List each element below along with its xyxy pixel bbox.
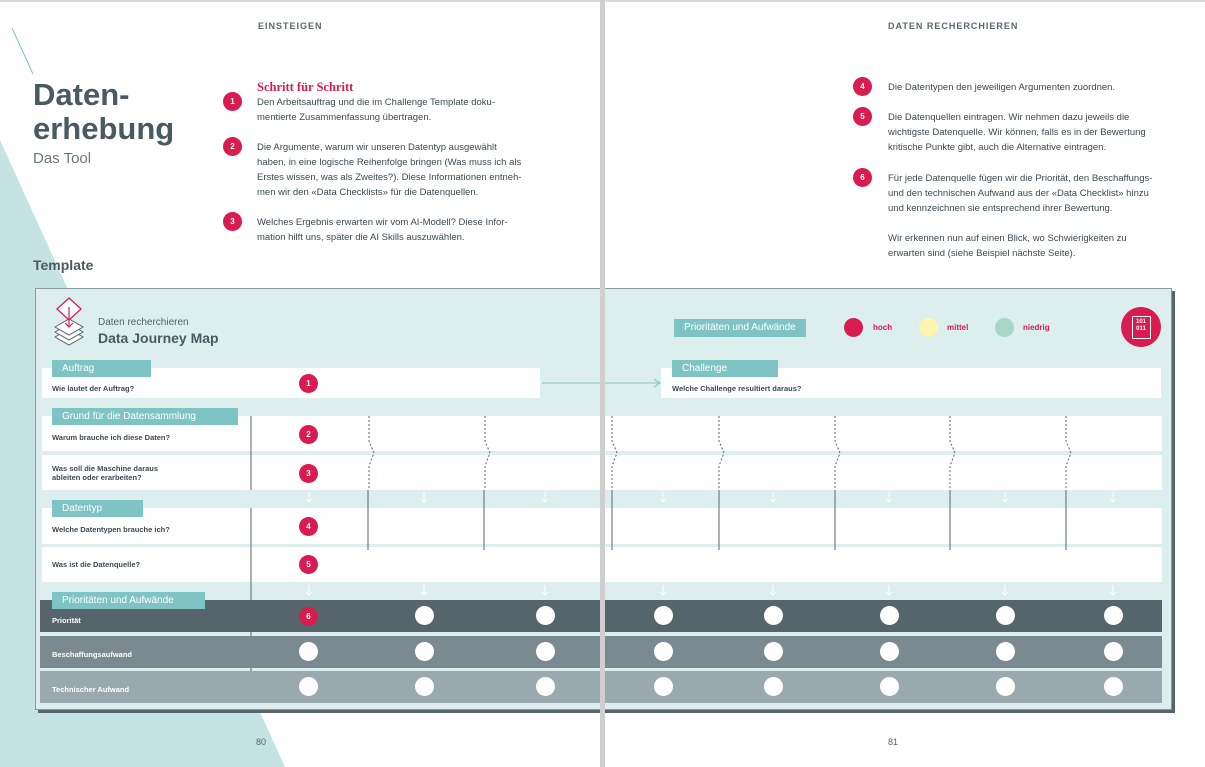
rating-circle[interactable] xyxy=(536,677,555,696)
question-datentypen: Welche Datentypen brauche ich? xyxy=(52,525,170,534)
step-badge-1: 1 xyxy=(223,92,242,111)
rating-circle[interactable] xyxy=(1104,606,1123,625)
step-text-5: Die Datenquellen eintragen. Wir nehmen dazu jeweils die wichtigste Datenquelle. Wir können, falls es in der Bewertung kritische Punkte gibt, auch die Alternative eintragen. xyxy=(888,112,1146,153)
question-warum: Warum brauche ich diese Daten? xyxy=(52,433,171,442)
section-tag-prio: Prioritäten und Aufwände xyxy=(52,592,205,609)
page-subtitle: Das Tool xyxy=(33,150,92,167)
map-badge-3: 3 xyxy=(299,464,318,483)
rating-circle[interactable] xyxy=(654,642,673,661)
step-badge-3: 3 xyxy=(223,212,242,231)
question-challenge: Welche Challenge resultiert daraus? xyxy=(672,384,802,393)
left-page-header: EINSTEIGEN xyxy=(258,21,323,31)
rating-circle[interactable] xyxy=(764,642,783,661)
section-tag-auftrag: Auftrag xyxy=(52,360,151,377)
rating-circle[interactable] xyxy=(299,642,318,661)
binary-file-icon: 101 011 xyxy=(1121,307,1161,347)
rating-circle[interactable] xyxy=(880,606,899,625)
legend-text-mittel: mittel xyxy=(947,323,969,332)
step-badge-4: 4 xyxy=(853,77,872,96)
rating-circle[interactable] xyxy=(415,606,434,625)
step-badge-2: 2 xyxy=(223,137,242,156)
rating-circle[interactable] xyxy=(764,606,783,625)
rating-circle[interactable] xyxy=(654,606,673,625)
section-tag-datentyp: Datentyp xyxy=(52,500,143,517)
rating-circle[interactable] xyxy=(1104,642,1123,661)
question-maschine: Was soll die Maschine daraus ableiten oder erarbeiten? xyxy=(52,464,159,482)
closing-text: Wir erkennen nun auf einen Blick, wo Schwierigkeiten zu erwarten sind (siehe Beispiel nächste Seite). xyxy=(888,233,1127,259)
legend-label: Prioritäten und Aufwände xyxy=(674,319,806,337)
rating-circle[interactable] xyxy=(996,606,1015,625)
step-badge-5: 5 xyxy=(853,107,872,126)
section-tag-grund: Grund für die Datensammlung xyxy=(52,408,238,425)
page-number-right: 81 xyxy=(888,737,899,747)
map-badge-1: 1 xyxy=(299,374,318,393)
map-badge-2: 2 xyxy=(299,425,318,444)
rating-circle[interactable] xyxy=(654,677,673,696)
rating-circle[interactable] xyxy=(299,677,318,696)
question-datenquelle: Was ist die Datenquelle? xyxy=(52,560,141,569)
section-tag-challenge: Challenge xyxy=(672,360,778,377)
page-number-left: 80 xyxy=(256,737,267,747)
rating-circle[interactable] xyxy=(415,677,434,696)
rating-circle[interactable] xyxy=(1104,677,1123,696)
rating-circle[interactable] xyxy=(536,642,555,661)
rating-circle[interactable] xyxy=(415,642,434,661)
step-text-2: Die Argumente, warum wir unseren Datentyp ausgewählt haben, in eine logische Reihenfolge bringen (Was muss ich als Erstes wissen, was als Zweites?). Diese Informationen entneh- men wir den «Data Checklists» für die Datenquellen. xyxy=(257,142,522,198)
legend-text-hoch: hoch xyxy=(873,323,893,332)
step-text-1: Den Arbeitsauftrag und die im Challenge Template doku- mentierte Zusammenfassung übertragen. xyxy=(257,97,495,123)
step-text-4: Die Datentypen den jeweiligen Argumenten zuordnen. xyxy=(888,82,1116,93)
title-line-1: Daten- xyxy=(33,77,130,112)
rating-circle[interactable] xyxy=(996,642,1015,661)
book-spine xyxy=(600,0,605,767)
map-badge-5: 5 xyxy=(299,555,318,574)
question-auftrag: Wie lautet der Auftrag? xyxy=(52,384,135,393)
rating-circle[interactable] xyxy=(880,677,899,696)
rating-circle[interactable] xyxy=(880,642,899,661)
template-heading: Template xyxy=(33,257,94,273)
map-badge-6: 6 xyxy=(299,607,318,626)
map-kicker: Daten recherchieren xyxy=(98,317,189,328)
title-line-2: erhebung xyxy=(33,111,175,146)
label-prioritaet: Priorität xyxy=(52,616,81,625)
step-text-3: Welches Ergebnis erwarten wir vom AI-Modell? Diese Infor- mation hilft uns, später die AI Skills auszuwählen. xyxy=(257,217,508,243)
steps-title: Schritt für Schritt xyxy=(257,80,354,94)
right-page-header: DATEN RECHERCHIEREN xyxy=(888,21,1019,31)
label-beschaffung: Beschaffungsaufwand xyxy=(52,650,133,659)
map-badge-4: 4 xyxy=(299,517,318,536)
step-text-6: Für jede Datenquelle fügen wir die Priorität, den Beschaffungs- und den technischen Aufwand aus der «Data Checklist» hinzu und kennzeichnen sie entsprechend ihrer Bewertung. xyxy=(888,173,1153,214)
rating-circle[interactable] xyxy=(536,606,555,625)
rating-circle[interactable] xyxy=(996,677,1015,696)
map-title: Data Journey Map xyxy=(98,330,219,346)
legend-text-niedrig: niedrig xyxy=(1023,323,1050,332)
label-technisch: Technischer Aufwand xyxy=(52,685,130,694)
rating-circle[interactable] xyxy=(764,677,783,696)
step-badge-6: 6 xyxy=(853,168,872,187)
